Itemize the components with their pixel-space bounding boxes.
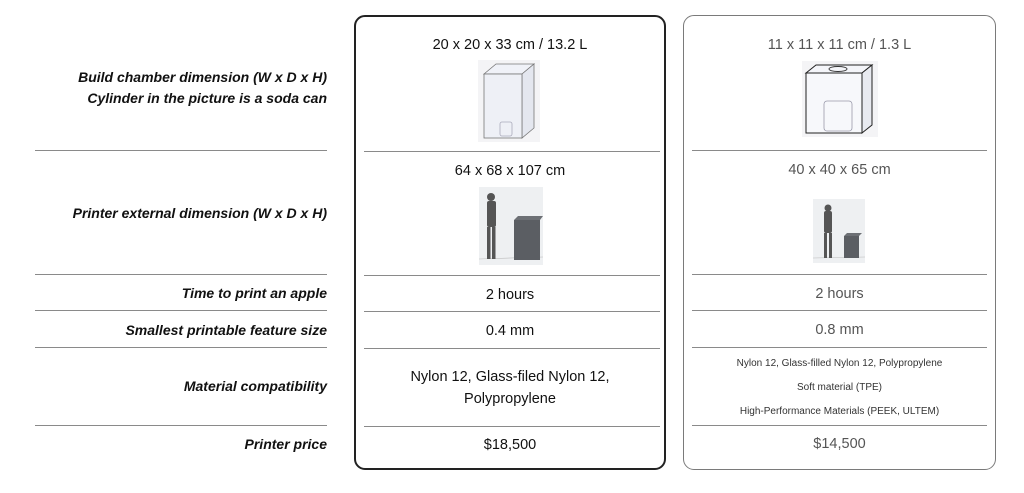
printer-b-build-chamber: 11 x 11 x 11 cm / 1.3 L xyxy=(767,37,912,53)
label-build-chamber-line1: Build chamber dimension (W x D x H) xyxy=(78,69,327,85)
label-build-chamber-line2: Cylinder in the picture is a soda can xyxy=(87,90,327,106)
row-divider xyxy=(364,348,660,349)
build-chamber-image xyxy=(478,60,540,142)
printer-size-comparison-image xyxy=(479,187,543,265)
row-divider xyxy=(35,150,327,151)
printer-b-time-to-print: 2 hours xyxy=(815,286,864,302)
printer-a-price: $18,500 xyxy=(483,437,537,453)
row-divider xyxy=(364,426,660,427)
row-divider xyxy=(35,425,327,426)
label-feature-size: Smallest printable feature size xyxy=(125,322,327,338)
printer-a-build-chamber: 20 x 20 x 33 cm / 13.2 L xyxy=(432,37,588,53)
printer-b-material-line1: Nylon 12, Glass-filled Nylon 12, Polypropylene xyxy=(736,358,943,369)
row-divider xyxy=(692,310,987,311)
printer-b-card xyxy=(683,15,996,470)
row-divider xyxy=(364,275,660,276)
printer-a-external-dimension: 64 x 68 x 107 cm xyxy=(454,163,566,179)
printer-b-external-dimension: 40 x 40 x 65 cm xyxy=(788,162,891,178)
row-divider xyxy=(35,274,327,275)
printer-b-material-line2: Soft material (TPE) xyxy=(796,382,883,393)
label-time-to-print: Time to print an apple xyxy=(181,285,327,301)
printer-b-feature-size: 0.8 mm xyxy=(815,322,864,338)
build-chamber-image xyxy=(802,61,878,137)
printer-a-material-line1: Nylon 12, Glass-filed Nylon 12, xyxy=(410,369,610,385)
printer-b-price: $14,500 xyxy=(813,436,866,452)
row-divider xyxy=(364,151,660,152)
printer-a-material-line2: Polypropylene xyxy=(464,391,556,407)
row-divider xyxy=(35,310,327,311)
printer-b-material-line3: High-Performance Materials (PEEK, ULTEM) xyxy=(739,406,940,417)
printer-a-time-to-print: 2 hours xyxy=(485,287,535,303)
row-divider xyxy=(692,274,987,275)
printer-a-card xyxy=(354,15,666,470)
label-price: Printer price xyxy=(244,436,327,452)
label-external-dimension: Printer external dimension (W x D x H) xyxy=(72,205,327,221)
row-divider xyxy=(692,150,987,151)
row-divider xyxy=(692,347,987,348)
printer-a-feature-size: 0.4 mm xyxy=(485,323,535,339)
printer-size-comparison-image xyxy=(813,199,865,263)
row-divider xyxy=(692,425,987,426)
row-divider xyxy=(364,311,660,312)
row-divider xyxy=(35,347,327,348)
label-material: Material compatibility xyxy=(183,378,327,394)
